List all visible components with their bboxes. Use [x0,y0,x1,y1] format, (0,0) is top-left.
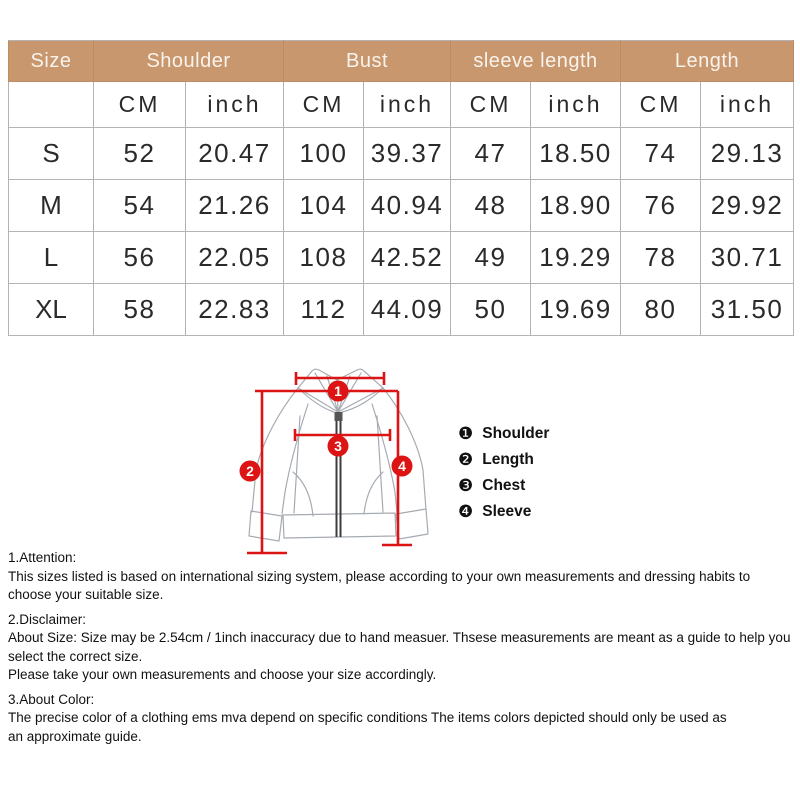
table-cell: 74 [621,128,701,180]
unit-cell [9,82,94,128]
size-cell: XL [9,284,94,336]
legend-item-shoulder [458,421,608,447]
table-cell: 78 [621,232,701,284]
col-header-bust: Bust [284,41,451,82]
unit-cell: CM [621,82,701,128]
table-cell: 22.05 [186,232,284,284]
size-table [8,40,794,336]
table-cell: 39.37 [364,128,451,180]
table-header-row [9,41,794,82]
marker-number-4: 4 [398,458,406,474]
size-cell: L [9,232,94,284]
zipper-icon [335,412,343,537]
size-cell: S [9,128,94,180]
table-cell: 21.26 [186,180,284,232]
table-cell: 19.29 [531,232,621,284]
note-title-about-color: 3.About Color: [8,691,95,707]
table-row [9,128,794,180]
marker-number-2: 2 [246,463,254,479]
table-cell: 52 [94,128,186,180]
unit-cell: inch [531,82,621,128]
legend-item-sleeve [458,499,608,525]
table-cell: 19.69 [531,284,621,336]
table-cell: 104 [284,180,364,232]
table-cell: 50 [451,284,531,336]
table-unit-row [9,82,794,128]
table-cell: 76 [621,180,701,232]
marker-number-3: 3 [334,438,342,454]
note-line: The precise color of a clothing ems mva depend on specific conditions The items colors depicted should only be used as [8,710,727,725]
table-cell: 54 [94,180,186,232]
circled-1-icon: ❶ [458,424,474,443]
circled-4-icon: ❹ [458,502,474,521]
note-line: Please take your own measurements and choose your size accordingly. [8,667,437,682]
circled-3-icon: ❸ [458,476,474,495]
note-line: an approximate guide. [8,728,142,744]
note-line: About Size: Size may be 2.54cm / 1inch inaccuracy due to hand measuer. Thsese measurements are meant as a guide to help you select the correct size. [8,630,791,664]
table-cell: 42.52 [364,232,451,284]
note-title-disclaimer: 2.Disclaimer: [8,611,87,627]
circled-2-icon: ❷ [458,450,474,469]
col-header-sleeve-length: sleeve length [451,41,621,82]
table-cell: 20.47 [186,128,284,180]
note-title-attention: 1.Attention: [8,550,77,565]
col-header-length: Length [621,41,794,82]
table-cell: 56 [94,232,186,284]
table-cell: 80 [621,284,701,336]
table-cell: 108 [284,232,364,284]
legend-item-length [458,447,608,473]
notes-section [8,549,794,746]
marker-number-1: 1 [334,383,342,399]
unit-cell: CM [284,82,364,128]
note-line: This sizes listed is based on international sizing system, please according to your own measurements and dressing habits to choose your suitable size. [8,568,751,602]
table-cell: 29.13 [701,128,794,180]
legend-label: Shoulder [482,425,550,442]
table-cell: 48 [451,180,531,232]
legend-label: Sleeve [482,503,532,520]
legend-label: Chest [482,477,526,494]
table-cell: 58 [94,284,186,336]
unit-cell: inch [186,82,284,128]
size-cell: M [9,180,94,232]
table-cell: 31.50 [701,284,794,336]
legend-label: Length [482,451,534,468]
table-cell: 49 [451,232,531,284]
table-cell: 47 [451,128,531,180]
table-cell: 112 [284,284,364,336]
table-row [9,284,794,336]
unit-cell: CM [94,82,186,128]
table-cell: 29.92 [701,180,794,232]
table-cell: 44.09 [364,284,451,336]
unit-cell: inch [701,82,794,128]
unit-cell: CM [451,82,531,128]
table-cell: 40.94 [364,180,451,232]
table-row [9,232,794,284]
table-cell: 100 [284,128,364,180]
table-cell: 18.90 [531,180,621,232]
col-header-shoulder: Shoulder [94,41,284,82]
unit-cell: inch [364,82,451,128]
table-cell: 30.71 [701,232,794,284]
table-row [9,180,794,232]
table-cell: 18.50 [531,128,621,180]
measurement-legend [458,421,608,525]
legend-item-chest [458,473,608,499]
table-cell: 22.83 [186,284,284,336]
col-header-size: Size [9,41,94,82]
